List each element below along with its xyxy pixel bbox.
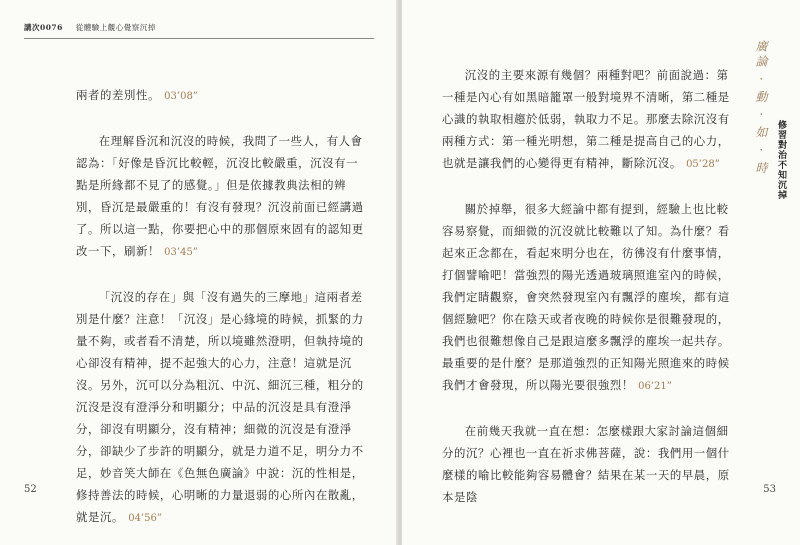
paragraph-text: 「沉沒的存在」與「沒有過失的三摩地」這兩者差別是什麼？注意！「沉沒」是心緣境的時候，抓緊的力量不夠，或者看不清楚，所以境雖然澄明，但執持境的心卻沒有精神，提不起強大的心力，注意！這就是沉沒。另外，沉可以分為粗沉、中沉、細沉三種，粗分的沉沒是沒有澄淨分和明顯分；中品的沉沒是具有澄淨分，卻沒有明顯分，沒有精神；細微的沉沒是有澄淨分，卻缺少了步許的明顯分，就是力道不足，明分力不足，妙音笑大師在《色無色廣論》中說：沉的性相是，修持善法的時候，心明晰的力量退弱的心所內在散亂，就是沉。 bbox=[76, 290, 364, 524]
page-number: 52 bbox=[24, 484, 37, 495]
timestamp: 03’45” bbox=[164, 247, 198, 258]
page-number: 53 bbox=[763, 484, 776, 495]
paragraph bbox=[76, 84, 368, 108]
paragraph-text: 關於掉舉，很多大經論中都有提到，經驗上也比較容易察覺，而細微的沉沒就比較難以了知。為什麼？看起來正念都在，看起來明分也在，彷彿沒有什麼事情，打個譬喻吧！當強烈的陽光透過玻璃照進室內的時候，我們定睛觀察，會突然發現室內有飄浮的塵埃，都有這個經驗吧？你在陰天或者夜晚的時候你是很難發現的，我們也很難想像自己是跟這麼多飄浮的塵埃一起共存。最重要的是什麼？是那道強烈的正知陽光照進來的時候我們才會發現，所以陽光要很強烈！ bbox=[442, 202, 730, 392]
paragraph bbox=[442, 64, 734, 176]
timestamp: 04’56” bbox=[128, 513, 162, 524]
paragraph bbox=[76, 130, 368, 264]
section-tag: 修習對治不知沉掉 bbox=[776, 120, 786, 200]
paragraph bbox=[76, 286, 368, 530]
paragraph-text: 兩者的差別性。 bbox=[76, 88, 160, 102]
paragraph bbox=[442, 198, 734, 398]
paragraph-text: 在前幾天我就一直在想：怎麼樣跟大家討論這個細分的沉？心裡也一直在祈求佛菩薩，說：我們用一個什麼樣的喻比較能夠容易體會？結果在某一天的早晨，原本是陰 bbox=[442, 424, 730, 504]
timestamp: 05’28” bbox=[686, 159, 720, 170]
paragraph-text: 沉沒的主要來源有幾個？兩種對吧？前面說過：第一種是內心有如黑暗籠罩一般對境界不清晰，第二種是心識的執取相趨於低弱，執取力不足。那麼去除沉沒有兩種方式：第一種光明想，第二種是提高自己的心力，也就是讓我們的心變得更有精神，斷除沉沒。 bbox=[442, 68, 730, 170]
left-page bbox=[0, 0, 398, 545]
lecture-number: 講次0076 bbox=[24, 23, 63, 32]
left-text-column bbox=[76, 84, 368, 530]
right-text-column bbox=[442, 64, 734, 508]
timestamp: 03’08” bbox=[164, 91, 198, 102]
paragraph bbox=[442, 420, 734, 508]
timestamp: 06’21” bbox=[638, 381, 672, 392]
right-page bbox=[402, 0, 800, 545]
chapter-title: 從體驗上觀心覺察沉掉 bbox=[75, 23, 156, 32]
book-title: 廣論 · 動 · 如 · 時 bbox=[754, 40, 768, 177]
header-rule bbox=[24, 38, 374, 39]
running-head bbox=[24, 22, 156, 33]
paragraph-text: 在理解昏沉和沉沒的時候，我問了一些人，有人會認為：「好像是昏沉比較輕，沉沒比較嚴重，沉沒有一點是所緣都不見了的感覺。」但是依據教典法相的辨別，昏沉是最嚴重的！有沒有發現？沉沒前面已經講過了。所以這一點，你要把心中的那個原來固有的認知更改一下，刷新！ bbox=[76, 134, 364, 258]
